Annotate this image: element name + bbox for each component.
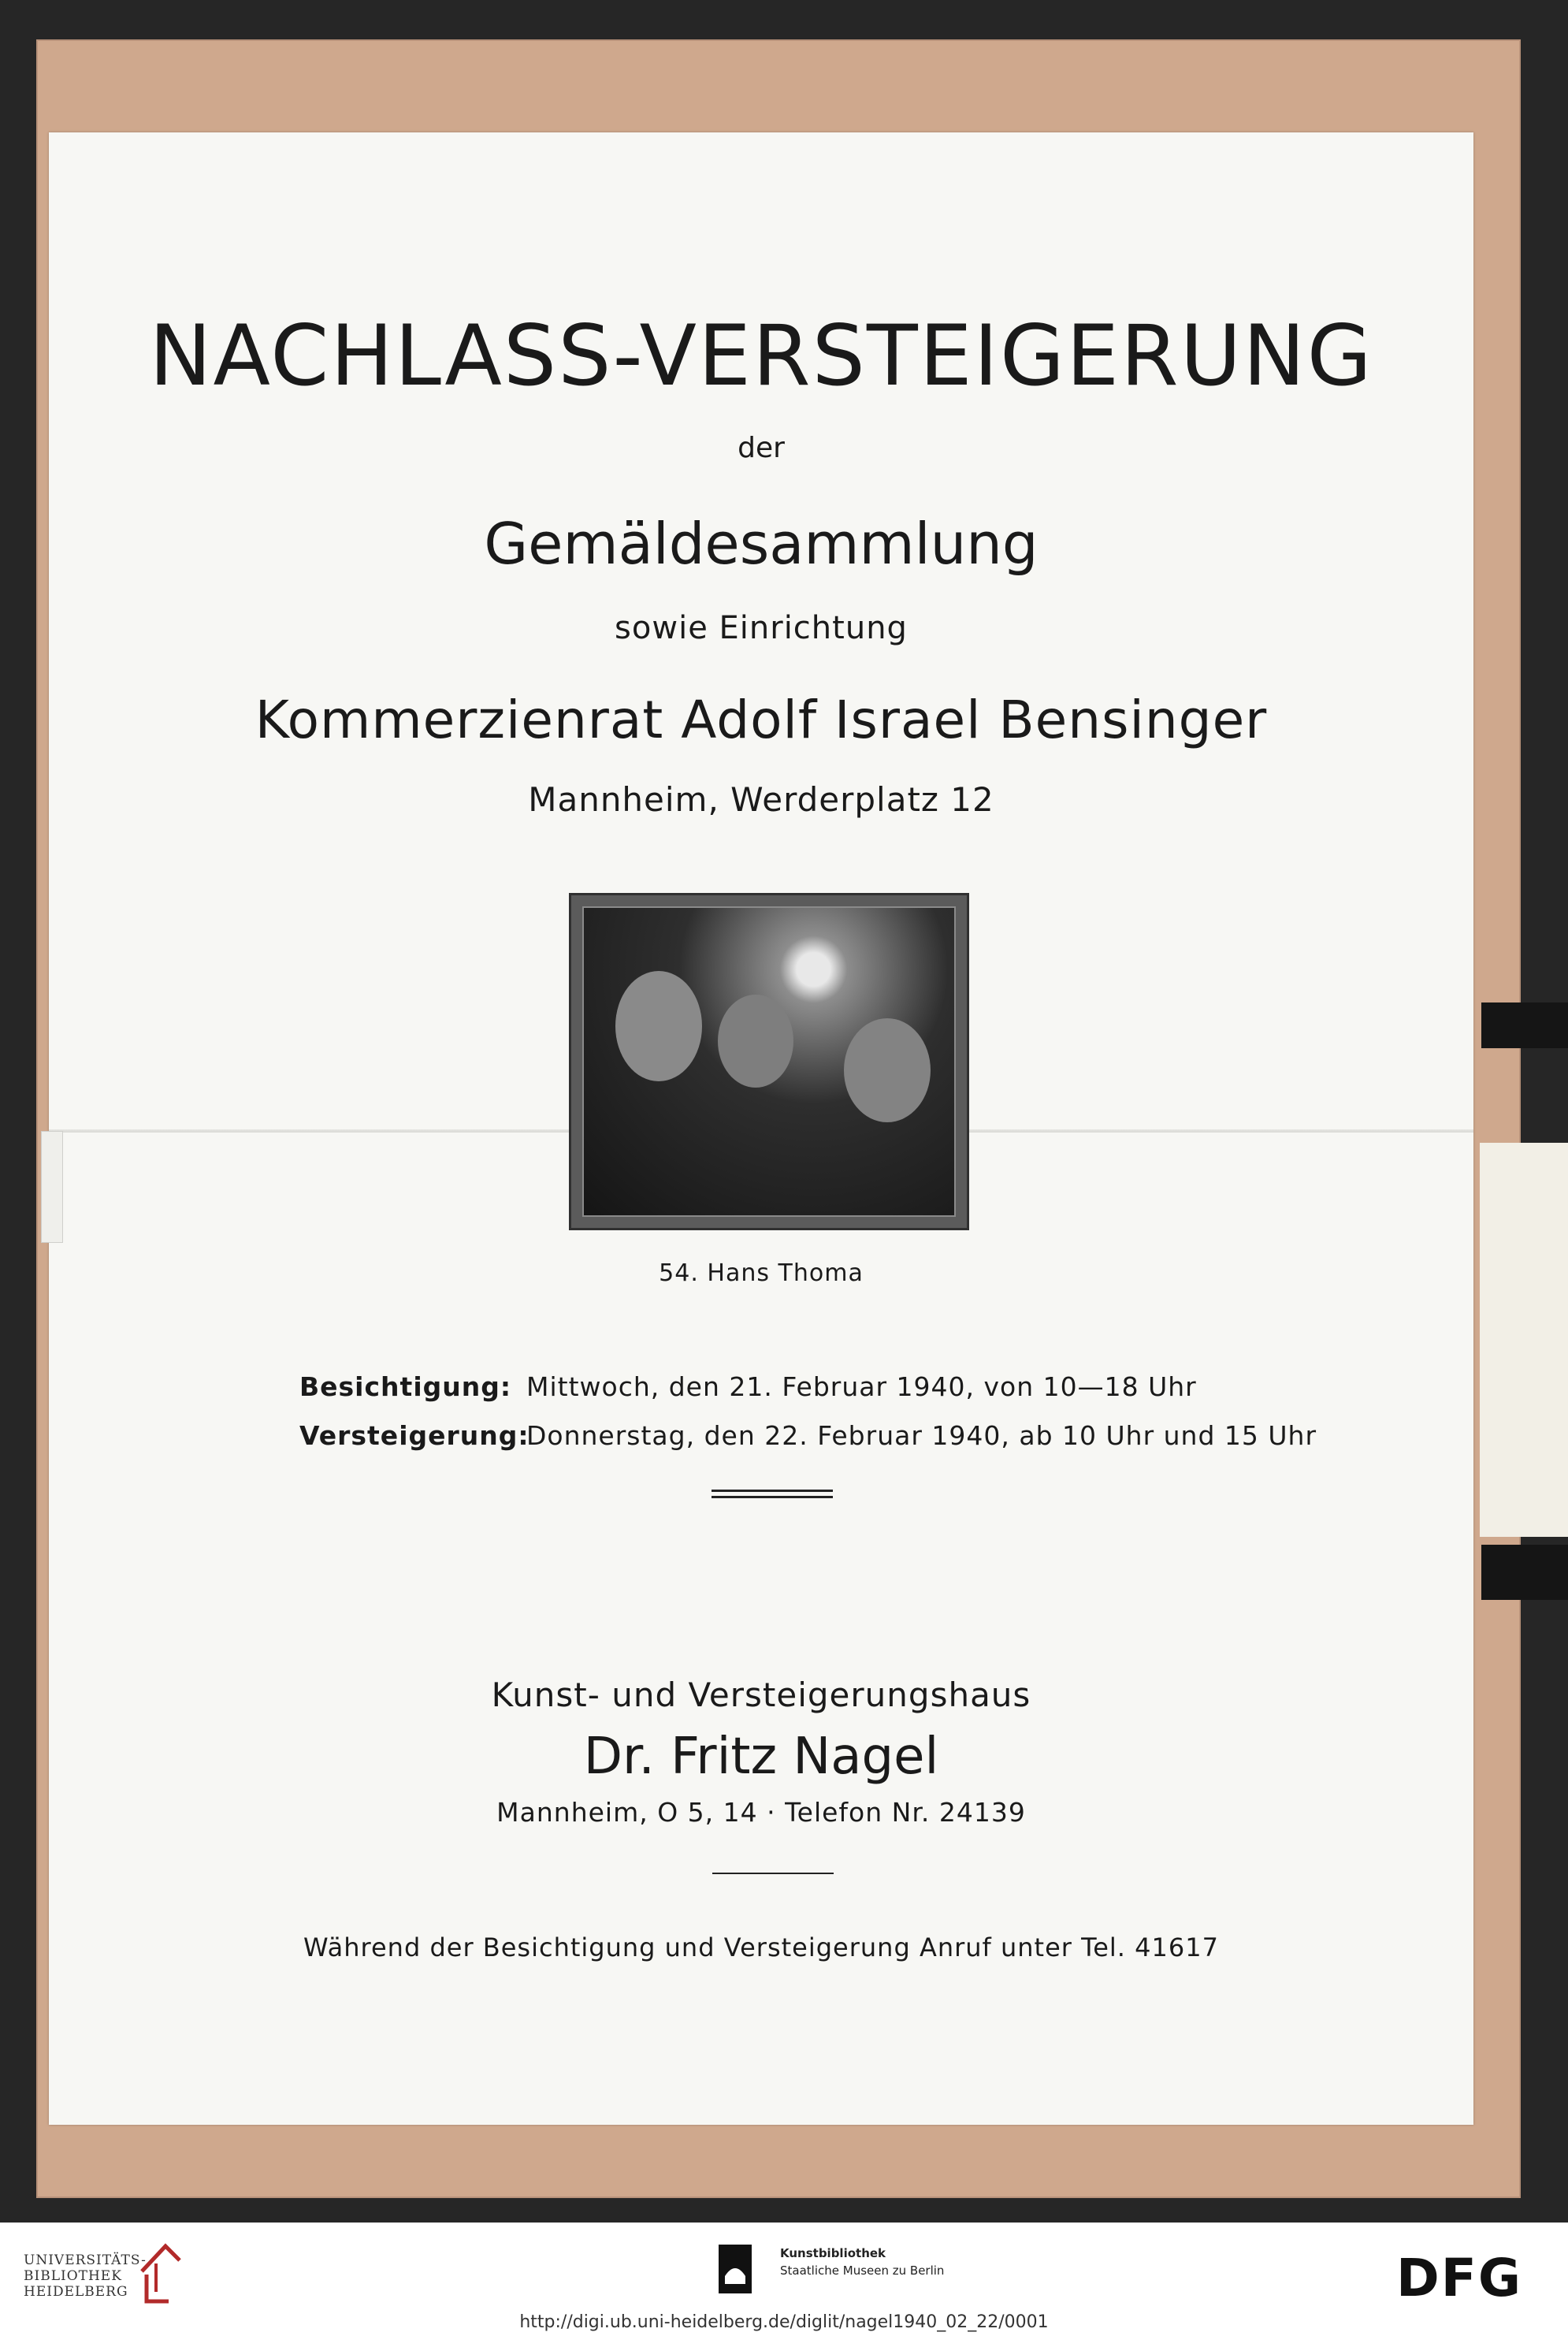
university-name xyxy=(24,2252,147,2300)
subtitle-der: der xyxy=(738,432,785,464)
owner-name: Kommerzienrat Adolf Israel Bensinger xyxy=(255,690,1268,750)
schedule-label: Besichtigung: xyxy=(299,1371,512,1402)
page-title: NACHLASS-VERSTEIGERUNG xyxy=(149,307,1373,404)
university-line: UNIVERSITÄTS- xyxy=(24,2252,147,2268)
binding-strip xyxy=(1481,1545,1568,1600)
kb-subtitle: Staatliche Museen zu Berlin xyxy=(780,2263,945,2278)
figure-face xyxy=(844,1018,931,1122)
collection-title: Gemäldesammlung xyxy=(484,511,1039,577)
schedule-row xyxy=(299,1411,1317,1460)
figure-face xyxy=(615,971,702,1081)
subtitle-sowie: sowie Einrichtung xyxy=(615,610,908,646)
divider xyxy=(712,1873,834,1874)
kunstbibliothek-logo-icon[interactable] xyxy=(719,2245,752,2293)
painting-image xyxy=(569,893,969,1230)
fold-tab xyxy=(41,1131,63,1243)
university-line: BIBLIOTHEK xyxy=(24,2268,122,2284)
figure-face xyxy=(718,995,793,1088)
university-line: HEIDELBERG xyxy=(24,2284,128,2300)
binding-strip xyxy=(1481,1002,1568,1048)
divider xyxy=(712,1490,833,1492)
auction-house-name: Dr. Fritz Nagel xyxy=(583,1728,939,1786)
university-logo-icon[interactable] xyxy=(134,2240,189,2308)
schedule-row xyxy=(299,1362,1317,1411)
schedule xyxy=(299,1362,1317,1460)
source-url[interactable]: http://digi.ub.uni-heidelberg.de/diglit/nagel1940_02_22/0001 xyxy=(519,2312,1049,2332)
kunstbibliothek-label xyxy=(780,2245,944,2279)
dfg-logo[interactable]: DFG xyxy=(1396,2248,1523,2308)
auction-house-label: Kunst- und Versteigerungshaus xyxy=(491,1676,1031,1714)
auction-house-address: Mannheim, O 5, 14 · Telefon Nr. 24139 xyxy=(496,1797,1026,1828)
schedule-value: Mittwoch, den 21. Februar 1940, von 10—18 Uhr xyxy=(526,1371,1197,1402)
painting-caption: 54. Hans Thoma xyxy=(659,1259,864,1287)
telephone-note: Während der Besichtigung und Versteigerung Anruf unter Tel. 41617 xyxy=(303,1932,1219,1962)
owner-address: Mannheim, Werderplatz 12 xyxy=(528,780,994,819)
tab-strip xyxy=(1480,1143,1568,1537)
schedule-value: Donnerstag, den 22. Februar 1940, ab 10 Uhr und 15 Uhr xyxy=(526,1419,1317,1451)
kb-title: Kunstbibliothek xyxy=(780,2246,886,2260)
painting-canvas xyxy=(582,906,956,1217)
divider xyxy=(712,1496,833,1498)
schedule-label: Versteigerung: xyxy=(299,1419,529,1451)
